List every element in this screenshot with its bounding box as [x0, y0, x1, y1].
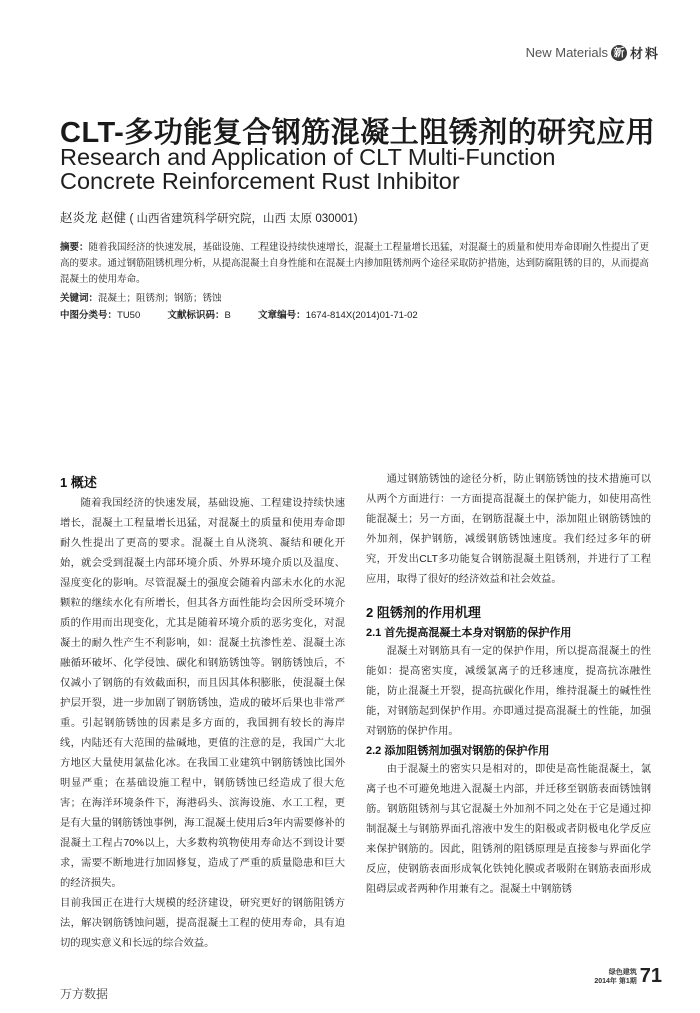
page-footer	[594, 966, 662, 986]
section-badge-icon: 新	[611, 45, 627, 61]
abstract-text: 随着我国经济的快速发展，基础设施、工程建设持续快速增长，混凝土工程量增长迅猛，对混凝土的质量和使用寿命即耐久性提出了更高的要求。通过钢筋阻锈机理分析，从提高混凝土自身性能和在混凝土内掺加阻锈剂两个途径采取防护措施，达到防腐阻锈的目的，从而提高混凝土的使用寿命。	[60, 242, 650, 285]
page-header	[526, 43, 660, 62]
keywords	[60, 290, 222, 304]
header-section-en: New Materials	[525, 45, 608, 60]
classification-line	[60, 307, 418, 321]
section-1-heading: 1 概述	[60, 475, 97, 490]
right-column	[366, 470, 651, 900]
authors-line	[60, 208, 358, 226]
header-section-cn: 材料	[629, 46, 660, 61]
section-1-paragraph-2: 目前我国正在进行大规模的经济建设，研究更好的钢筋阻锈方法，解决钢筋锈蚀问题，提高混凝土工程的使用寿命，具有迫切的现实意义和长远的综合效益。	[60, 898, 345, 949]
clc-value: TU50	[117, 310, 141, 321]
section-2-2-paragraph: 由于混凝土的密实只是相对的，即使是高性能混凝土，氯离子也不可避免地进入混凝土内部，并迁移至钢筋表面锈蚀钢筋。钢筋阻锈剂与其它混凝土外加剂不同之处在于它是通过抑制混凝土与钢筋界面孔溶液中发生的阳极或者阴极电化学反应来保护钢筋的。因此，阻锈剂的阻锈原理是直接参与界面化学反应，使钢筋表面形成氧化铁钝化膜或者吸附在钢筋表面形成阻碍层或者两种作用兼有之。混凝土中钢筋锈	[366, 764, 651, 895]
section-2-heading: 2 阻锈剂的作用机理	[366, 605, 481, 620]
article-number-label: 文章编号：	[258, 310, 306, 321]
journal-name: 绿色建筑	[608, 969, 637, 976]
section-2-2-heading: 2.2 添加阻锈剂加强对钢筋的保护作用	[366, 745, 550, 757]
source-watermark: 万方数据	[60, 987, 109, 1001]
author-names: 赵炎龙 赵健	[60, 211, 126, 225]
section-1-paragraph-1: 随着我国经济的快速发展，基础设施、工程建设持续快速增长，混凝土工程量增长迅猛，对混凝土的质量和使用寿命即耐久性提出了更高的要求。混凝土自从浇筑、凝结和硬化开始，就会受到混凝土内部环境介质、外界环境介质以及温度、湿度变化的影响。尽管混凝土的强度会随着内部未水化的水泥颗粒的继续水化有所增长，但其各方面性能均会因所受环境介质的作用而出现变化，尤其是随着环境介质的恶劣变化，对混凝土的耐久性产生不利影响，如：混凝土抗渗性差、混凝土冻融循环破坏、化学侵蚀、碳化和钢筋锈蚀等。钢筋锈蚀后，不仅减小了钢筋的有效截面积，而且因其体积膨胀，使混凝土保护层开裂，进一步加剧了钢筋锈蚀，造成的破坏后果也非常严重。引起钢筋锈蚀的因素是多方面的，我国拥有较长的海岸线，内陆还有大范围的盐碱地，更值的注意的是，我国广大北方地区大量使用氯盐化冰。在我国工业建筑中钢筋锈蚀比国外明显严重；在基础设施工程中，钢筋锈蚀已经造成了很大危害；在海洋环境条件下，海港码头、滨海设施、水工工程，更是有大量的钢筋锈蚀事例，海工混凝土使用后3年内需要修补的混凝土工程占70%以上，大多数构筑物使用寿命达不到设计要求，需要不断地进行加固修复，造成了严重的质量隐患和巨大的经济损失。	[60, 498, 345, 889]
title-english-line-2: Concrete Reinforcement Rust Inhibitor	[60, 168, 460, 194]
journal-info	[594, 968, 636, 986]
section-1-paragraph-3: 通过钢筋锈蚀的途径分析，防止钢筋锈蚀的技术措施可以从两个方面进行：一方面提高混凝土的保护能力，如使用高性能混凝土；另一方面，在钢筋混凝土中，添加阻止钢筋锈蚀的外加剂，保护钢筋，减缓钢筋锈蚀速度。我们经过多年的研究，开发出CLT多功能复合钢筋混凝土阻锈剂，并进行了工程应用，取得了很好的经济效益和社会效益。	[366, 474, 651, 585]
section-2-1-paragraph: 混凝土对钢筋具有一定的保护作用，所以提高混凝土的性能如：提高密实度，减缓氯离子的迁移速度，提高抗冻融性能，防止混凝土开裂，提高抗碳化作用，维持混凝土的碱性性能，对钢筋起到保护作用。亦即通过提高混凝土的性能，加强对钢筋的保护作用。	[366, 646, 651, 737]
left-column	[60, 470, 345, 954]
abstract-label: 摘要：	[60, 242, 89, 253]
abstract	[60, 240, 650, 288]
doc-code-label: 文献标识码：	[167, 310, 225, 321]
title-chinese: CLT-多功能复合钢筋混凝土阻锈剂的研究应用	[60, 117, 656, 149]
keywords-label: 关键词：	[60, 293, 99, 304]
clc-label: 中图分类号：	[60, 310, 118, 321]
keywords-text: 混凝土；阻锈剂；钢筋；锈蚀	[98, 293, 222, 304]
journal-issue: 2014年 第1期	[594, 978, 637, 985]
article-number-value: 1674-814X(2014)01-71-02	[305, 310, 418, 321]
author-affiliation: ( 山西省建筑科学研究院，山西 太原 030001)	[129, 213, 358, 225]
section-2-1-heading: 2.1 首先提高混凝土本身对钢筋的保护作用	[366, 627, 572, 639]
doc-code-value: B	[224, 310, 231, 321]
page-number: 71	[639, 965, 662, 987]
title-english-line-1: Research and Application of CLT Multi-Function	[60, 144, 556, 170]
